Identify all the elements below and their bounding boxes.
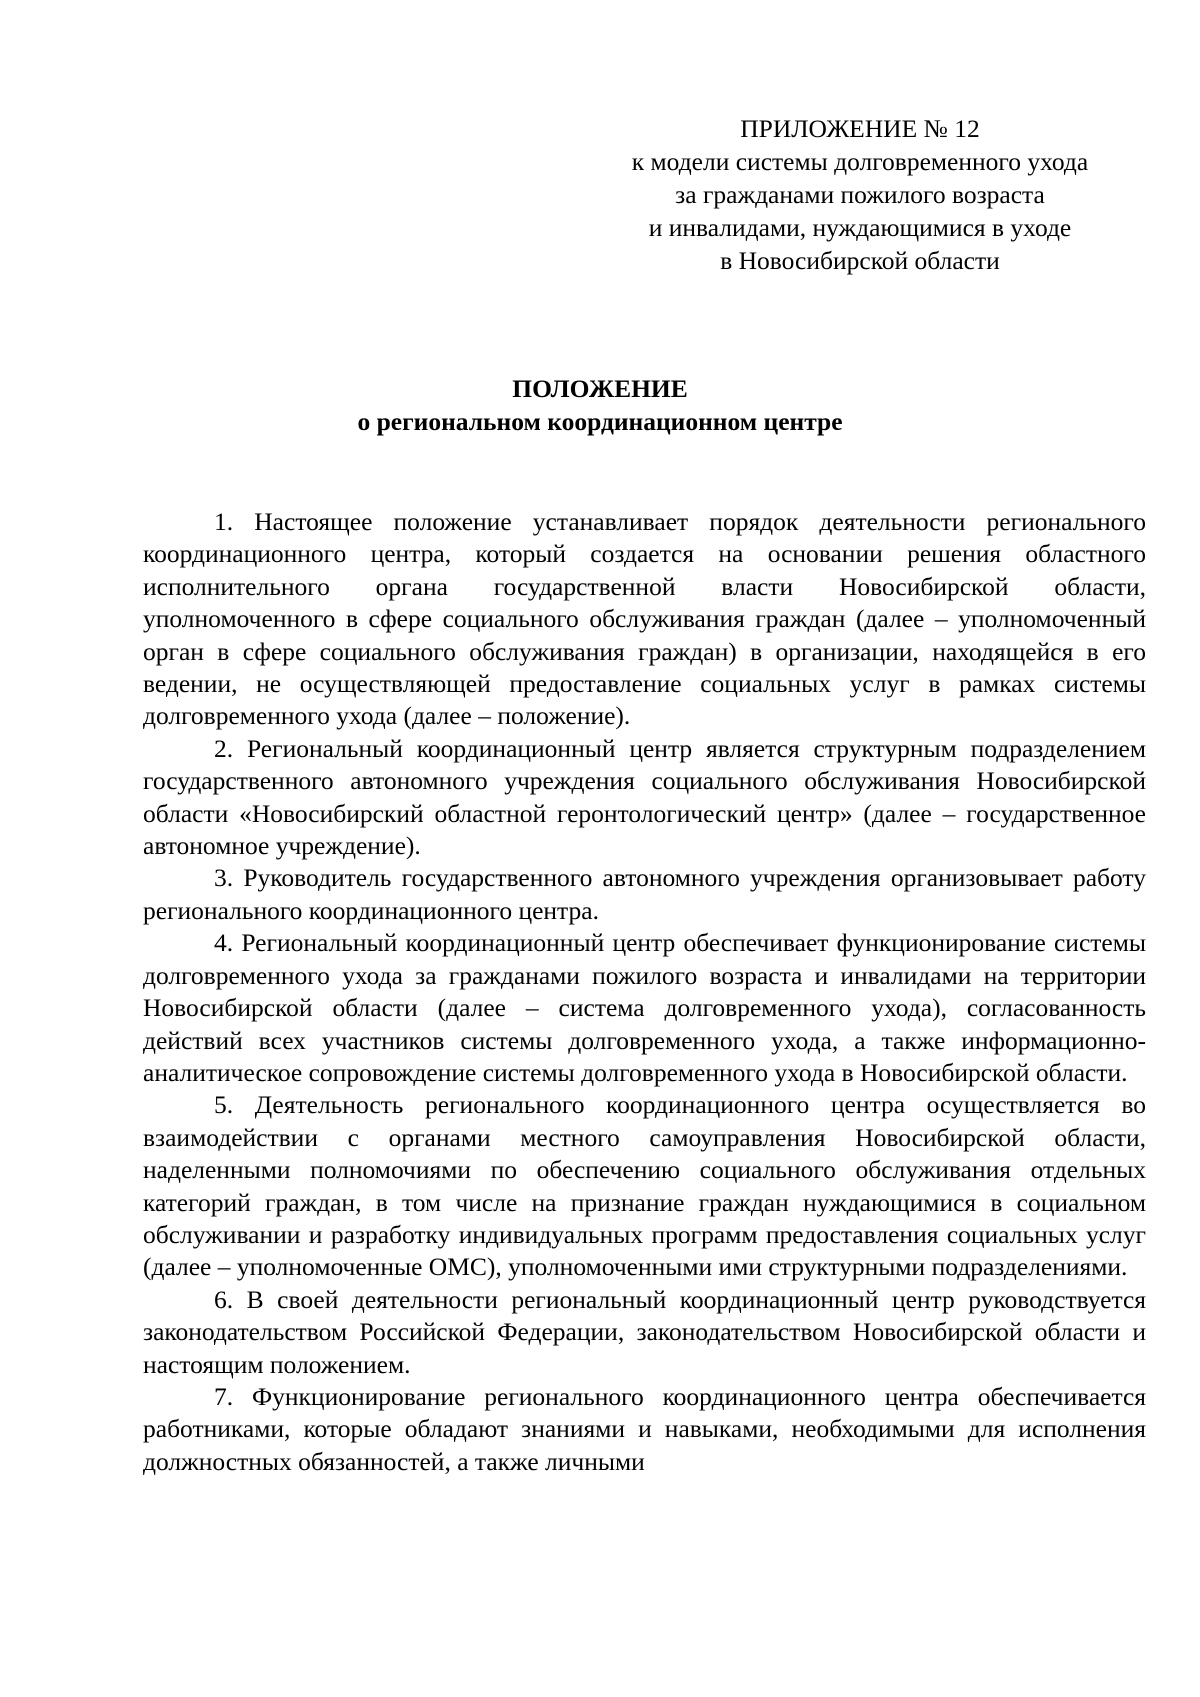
paragraph-1: 1. Настоящее положение устанавливает порядок деятельности регионального координационного центра, который создается на основании решения областного исполнительного органа государственной власти Новосибирской области, уполномоченного в сфере социального обслуживания граждан (далее – уполномоченный орган в сфере социального обслуживания граждан) в организации, находящейся в его ведении, не осуществляющей предоставление социальных услуг в рамках системы долговременного ухода (далее – положение). — [143, 507, 1146, 731]
paragraph-5: 5. Деятельность регионального координационного центра осуществляется во взаимодействии с органами местного самоуправления Новосибирской области, наделенными полномочиями по обеспечению социального обслуживания отдельных категорий граждан, в том числе на признание граждан нуждающимися в социальном обслуживании и разработку индивидуальных программ предоставления социальных услуг (далее – уполномоченные ОМС), уполномоченными ими структурными подразделениями. — [143, 1090, 1146, 1282]
paragraph-4: 4. Региональный координационный центр обеспечивает функционирование системы долговременного ухода за гражданами пожилого возраста и инвалидами на территории Новосибирской области (далее – система долговременного ухода), согласованность действий всех участников системы долговременного ухода, а также информационно-аналитическое сопровождение системы долговременного ухода в Новосибирской области. — [143, 928, 1146, 1087]
document-title — [0, 372, 1200, 438]
paragraph-6: 6. В своей деятельности региональный координационный центр руководствуется законодательством Российской Федерации, законодательством Новосибирской области и настоящим положением. — [143, 1284, 1146, 1379]
appendix-line: за гражданами пожилого возраста — [675, 180, 1045, 209]
document-heading: ПОЛОЖЕНИЕ — [512, 374, 688, 403]
document-body — [143, 506, 1146, 1478]
paragraph-2: 2. Региональный координационный центр является структурным подразделением государственного автономного учреждения социального обслуживания Новосибирской области «Новосибирский областной геронтологический центр» (далее – государственное автономное учреждение). — [143, 733, 1146, 861]
appendix-line: к модели системы долговременного ухода — [631, 147, 1089, 176]
appendix-block — [600, 112, 1120, 277]
paragraph-3: 3. Руководитель государственного автономного учреждения организовывает работу регионального координационного центра. — [143, 863, 1146, 925]
appendix-line: в Новосибирской области — [720, 246, 1000, 275]
document-subheading: о региональном координационном центре — [357, 407, 843, 436]
appendix-number: ПРИЛОЖЕНИЕ № 12 — [740, 114, 980, 143]
paragraph-7: 7. Функционирование регионального координационного центра обеспечивается работниками, которые обладают знаниями и навыками, необходимыми для исполнения должностных обязанностей, а также личными — [143, 1381, 1146, 1476]
appendix-line: и инвалидами, нуждающимися в уходе — [648, 213, 1072, 242]
